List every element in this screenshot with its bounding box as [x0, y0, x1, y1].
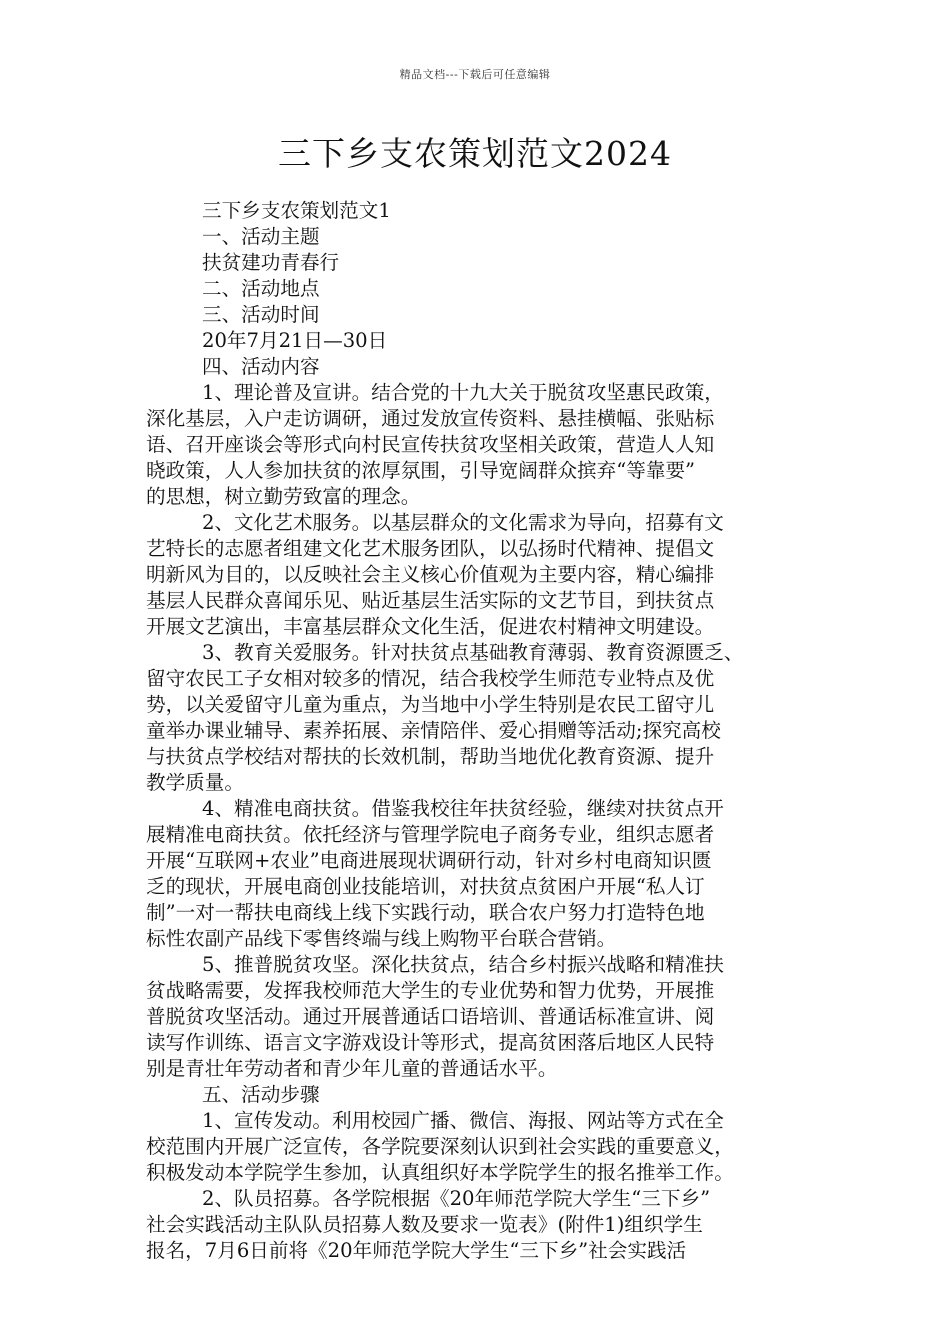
text-line: 势，以关爱留守儿童为重点，为当地中小学生特别是农民工留守儿	[146, 693, 715, 716]
text-line: 2、文化艺术服务。以基层群众的文化需求为导向，招募有文	[202, 511, 724, 534]
text-line: 1、理论普及宣讲。结合党的十九大关于脱贫攻坚惠民政策，	[202, 381, 724, 404]
text-line: 报名，7月6日前将《20年师范学院大学生“三下乡”社会实践活	[146, 1239, 687, 1262]
page-header-note: 精品文档---下载后可任意编辑	[399, 68, 551, 81]
text-line: 乏的现状，开展电商创业技能培训，对扶贫点贫困户开展“私人订	[146, 875, 705, 898]
text-line: 三下乡支农策划范文1	[202, 199, 391, 222]
text-line: 与扶贫点学校结对帮扶的长效机制，帮助当地优化教育资源、提升	[146, 745, 715, 768]
text-line: 五、活动步骤	[202, 1083, 320, 1106]
text-line: 教学质量。	[146, 771, 244, 794]
text-line: 留守农民工子女相对较多的情况，结合我校学生师范专业特点及优	[146, 667, 715, 690]
text-line: 2、队员招募。各学院根据《20年师范学院大学生“三下乡”	[202, 1187, 711, 1210]
text-line: 艺特长的志愿者组建文化艺术服务团队，以弘扬时代精神、提倡文	[146, 537, 715, 560]
text-line: 四、活动内容	[202, 355, 320, 378]
text-line: 贫战略需要，发挥我校师范大学生的专业优势和智力优势，开展推	[146, 979, 715, 1002]
text-line: 20年7月21日—30日	[202, 329, 388, 352]
text-line: 深化基层，入户走访调研，通过发放宣传资料、悬挂横幅、张贴标	[146, 407, 715, 430]
text-line: 校范围内开展广泛宣传，各学院要深刻认识到社会实践的重要意义，	[146, 1135, 734, 1158]
text-line: 读写作训练、语言文字游戏设计等形式，提高贫困落后地区人民特	[146, 1031, 715, 1054]
text-line: 开展“互联网+农业”电商进展现状调研行动，针对乡村电商知识匮	[146, 849, 712, 872]
text-line: 语、召开座谈会等形式向村民宣传扶贫攻坚相关政策，营造人人知	[146, 433, 715, 456]
text-line: 标性农副产品线下零售终端与线上购物平台联合营销。	[146, 927, 617, 950]
text-line: 一、活动主题	[202, 225, 320, 248]
text-line: 社会实践活动主队队员招募人数及要求一览表》(附件1)组织学生	[146, 1213, 703, 1236]
document-title: 三下乡支农策划范文2024	[278, 134, 672, 173]
text-line: 展精准电商扶贫。依托经济与管理学院电子商务专业，组织志愿者	[146, 823, 715, 846]
text-line: 普脱贫攻坚活动。通过开展普通话口语培训、普通话标准宣讲、阅	[146, 1005, 715, 1028]
text-line: 的思想，树立勤劳致富的理念。	[146, 485, 421, 508]
text-line: 5、推普脱贫攻坚。深化扶贫点，结合乡村振兴战略和精准扶	[202, 953, 724, 976]
text-line: 4、精准电商扶贫。借鉴我校往年扶贫经验，继续对扶贫点开	[202, 797, 724, 820]
text-line: 二、活动地点	[202, 277, 320, 300]
text-line: 扶贫建功青春行	[202, 251, 340, 274]
document-body	[146, 198, 806, 1264]
text-line: 3、教育关爱服务。针对扶贫点基础教育薄弱、教育资源匮乏、	[202, 641, 744, 664]
text-line: 别是青壮年劳动者和青少年儿童的普通话水平。	[146, 1057, 558, 1080]
text-line: 明新风为目的，以反映社会主义核心价值观为主要内容，精心编排	[146, 563, 715, 586]
text-line: 制”一对一帮扶电商线上线下实践行动，联合农户努力打造特色地	[146, 901, 705, 924]
text-line: 开展文艺演出，丰富基层群众文化生活，促进农村精神文明建设。	[146, 615, 715, 638]
text-line: 积极发动本学院学生参加，认真组织好本学院学生的报名推举工作。	[146, 1161, 734, 1184]
text-line: 童举办课业辅导、素养拓展、亲情陪伴、爱心捐赠等活动;探究高校	[146, 719, 721, 742]
text-line: 晓政策，人人参加扶贫的浓厚氛围，引导宽阔群众摈弃“等靠要”	[146, 459, 696, 482]
text-line: 1、宣传发动。利用校园广播、微信、海报、网站等方式在全	[202, 1109, 724, 1132]
text-line: 三、活动时间	[202, 303, 320, 326]
text-line: 基层人民群众喜闻乐见、贴近基层生活实际的文艺节目，到扶贫点	[146, 589, 715, 612]
